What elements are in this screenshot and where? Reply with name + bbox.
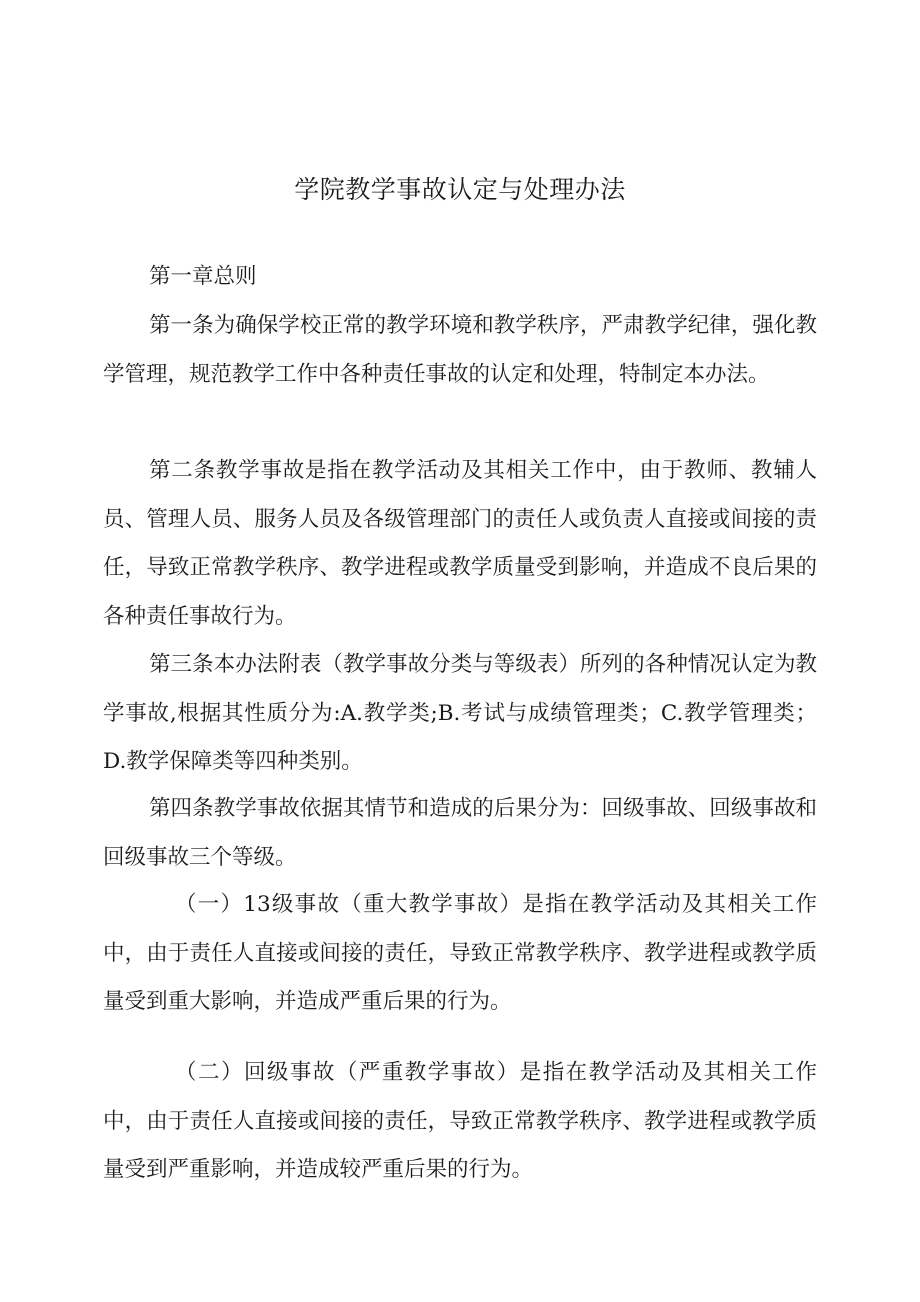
item-2-paragraph: （二）回级事故（严重教学事故）是指在教学活动及其相关工作中，由于责任人直接或间接的责任，导致正常教学秩序、教学进程或教学质量受到严重影响，并造成较严重后果的行为。	[103, 1060, 817, 1182]
article-1-paragraph: 第一条为确保学校正常的教学环境和教学秩序，严肃教学纪律，强化教学管理，规范教学工作中各种责任事故的认定和处理，特制定本办法。	[103, 313, 817, 387]
document-title: 学院教学事故认定与处理办法	[294, 175, 626, 204]
chapter-heading: 第一章总则	[149, 264, 257, 289]
item-1-paragraph: （一）13级事故（重大教学事故）是指在教学活动及其相关工作中，由于责任人直接或间接的责任，导致正常教学秩序、教学进程或教学质量受到重大影响，并造成严重后果的行为。	[103, 892, 817, 1014]
article-4-paragraph: 第四条教学事故依据其情节和造成的后果分为：回级事故、回级事故和回级事故三个等级。	[103, 796, 817, 870]
article-3-paragraph: 第三条本办法附表（教学事故分类与等级表）所列的各种情况认定为教学事故,根据其性质分为:A.教学类;B.考试与成绩管理类；C.教学管理类；D.教学保障类等四种类别。	[103, 652, 817, 774]
article-2-paragraph: 第二条教学事故是指在教学活动及其相关工作中，由于教师、教辅人员、管理人员、服务人员及各级管理部门的责任人或负责人直接或间接的责任，导致正常教学秩序、教学进程或教学质量受到影响，并造成不良后果的各种责任事故行为。	[103, 458, 817, 629]
